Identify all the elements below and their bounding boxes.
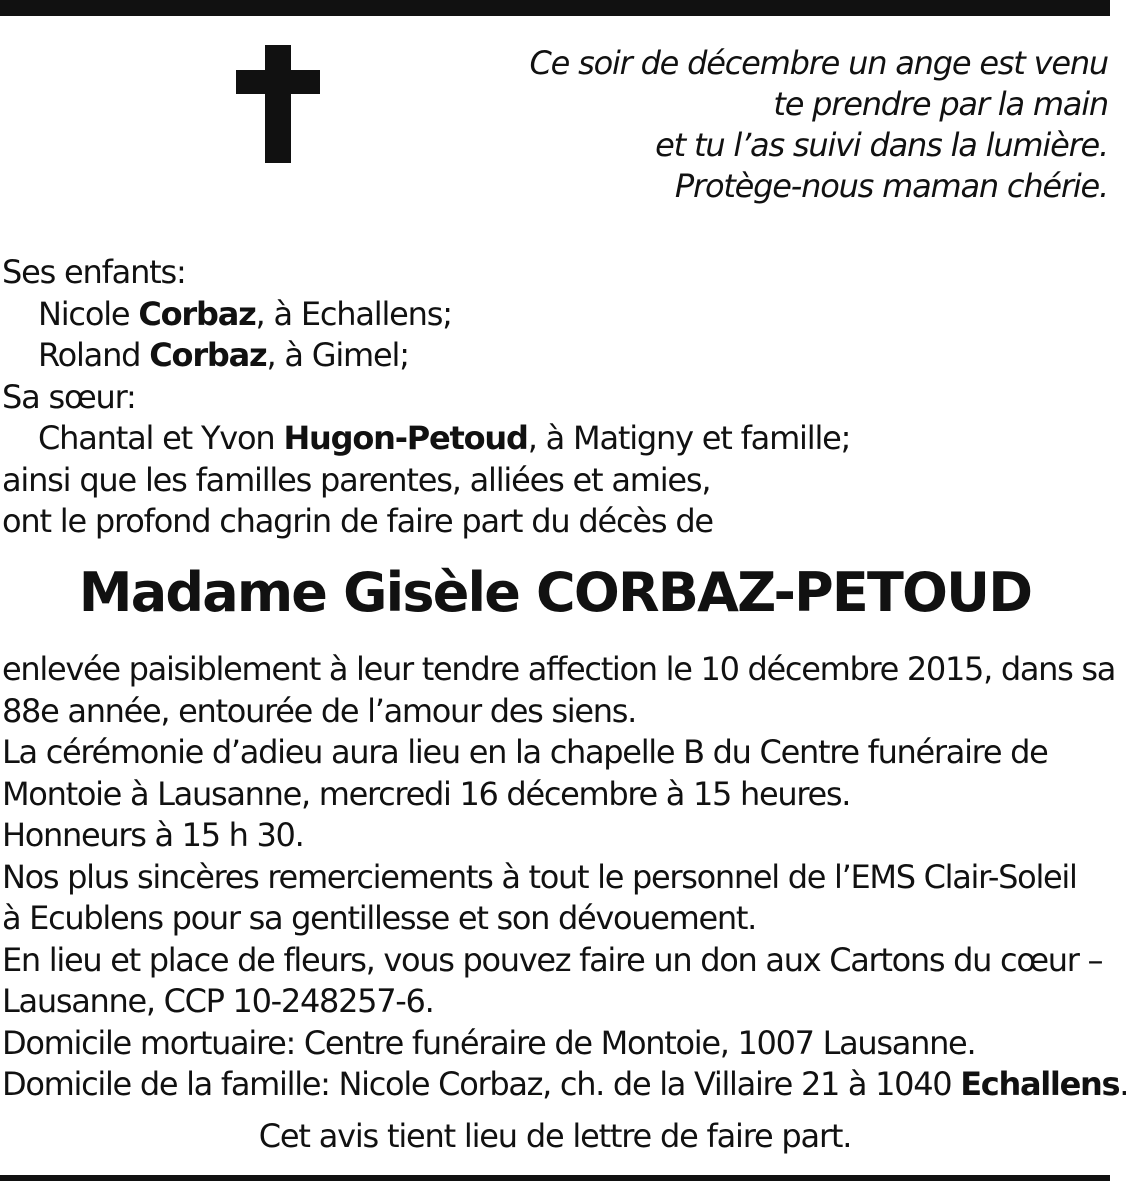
footer-note: Cet avis tient lieu de lettre de faire part.	[258, 1117, 852, 1155]
body-line: En lieu et place de fleurs, vous pouvez faire un don aux Cartons du cœur –	[2, 940, 1103, 979]
cross-vertical-bar	[265, 45, 291, 163]
announcement-line: ont le profond chagrin de faire part du décès de	[2, 502, 713, 540]
member-place: , à Echallens;	[255, 294, 452, 333]
member-first-name: Chantal et Yvon	[38, 419, 284, 457]
obituary-body	[2, 649, 1128, 1106]
children-heading: Ses enfants:	[2, 253, 186, 291]
body-line: La cérémonie d’adieu aura lieu en la chapelle B du Centre funéraire de	[2, 733, 1048, 771]
member-last-name: Corbaz	[138, 294, 256, 333]
top-rule	[0, 0, 1110, 16]
deceased-name: Madame Gisèle CORBAZ-PETOUD	[78, 561, 1032, 624]
member-place: , à Gimel;	[266, 336, 409, 374]
body-line: Nos plus sincères remerciements à tout le personnel de l’EMS Clair-Soleil	[2, 857, 1077, 896]
body-line: Montoie à Lausanne, mercredi 16 décembre à 15 heures.	[2, 774, 851, 813]
family-member	[2, 294, 1102, 336]
family-member	[2, 418, 1102, 460]
home-line-end: .	[1119, 1065, 1128, 1103]
member-last-name: Hugon-Petoud	[283, 419, 528, 457]
member-first-name: Nicole	[38, 294, 139, 333]
poem-line: Protège-nous maman chérie.	[674, 167, 1108, 205]
sister-heading: Sa sœur:	[2, 377, 136, 416]
home-line-city: Echallens	[960, 1065, 1120, 1103]
body-line: Domicile mortuaire: Centre funéraire de Montoie, 1007 Lausanne.	[2, 1023, 976, 1062]
body-line: à Ecublens pour sa gentillesse et son dévouement.	[2, 899, 756, 937]
poem-line: te prendre par la main	[773, 85, 1108, 123]
cross-icon	[236, 45, 320, 163]
family-member	[2, 335, 1102, 377]
body-line: 88e année, entourée de l’amour des siens.	[2, 691, 636, 730]
relatives-line: ainsi que les familles parentes, alliées et amies,	[2, 460, 711, 499]
poem-line: Ce soir de décembre un ange est venu	[529, 44, 1108, 82]
member-first-name: Roland	[38, 336, 150, 374]
family-home-line	[2, 1064, 1128, 1106]
body-line: Honneurs à 15 h 30.	[2, 816, 304, 854]
member-place: , à Matigny et famille;	[527, 419, 851, 457]
bottom-rule	[0, 1175, 1110, 1181]
poem-line: et tu l’as suivi dans la lumière.	[655, 126, 1108, 164]
family-list	[2, 252, 1102, 543]
body-line: Lausanne, CCP 10-248257-6.	[2, 982, 434, 1020]
cross-horizontal-bar	[236, 70, 320, 94]
body-line: enlevée paisiblement à leur tendre affection le 10 décembre 2015, dans sa	[2, 650, 1116, 688]
member-last-name: Corbaz	[149, 336, 267, 374]
poem-verse	[468, 43, 1108, 207]
home-line-text: Domicile de la famille: Nicole Corbaz, ch. de la Villaire 21 à 1040	[2, 1065, 961, 1103]
